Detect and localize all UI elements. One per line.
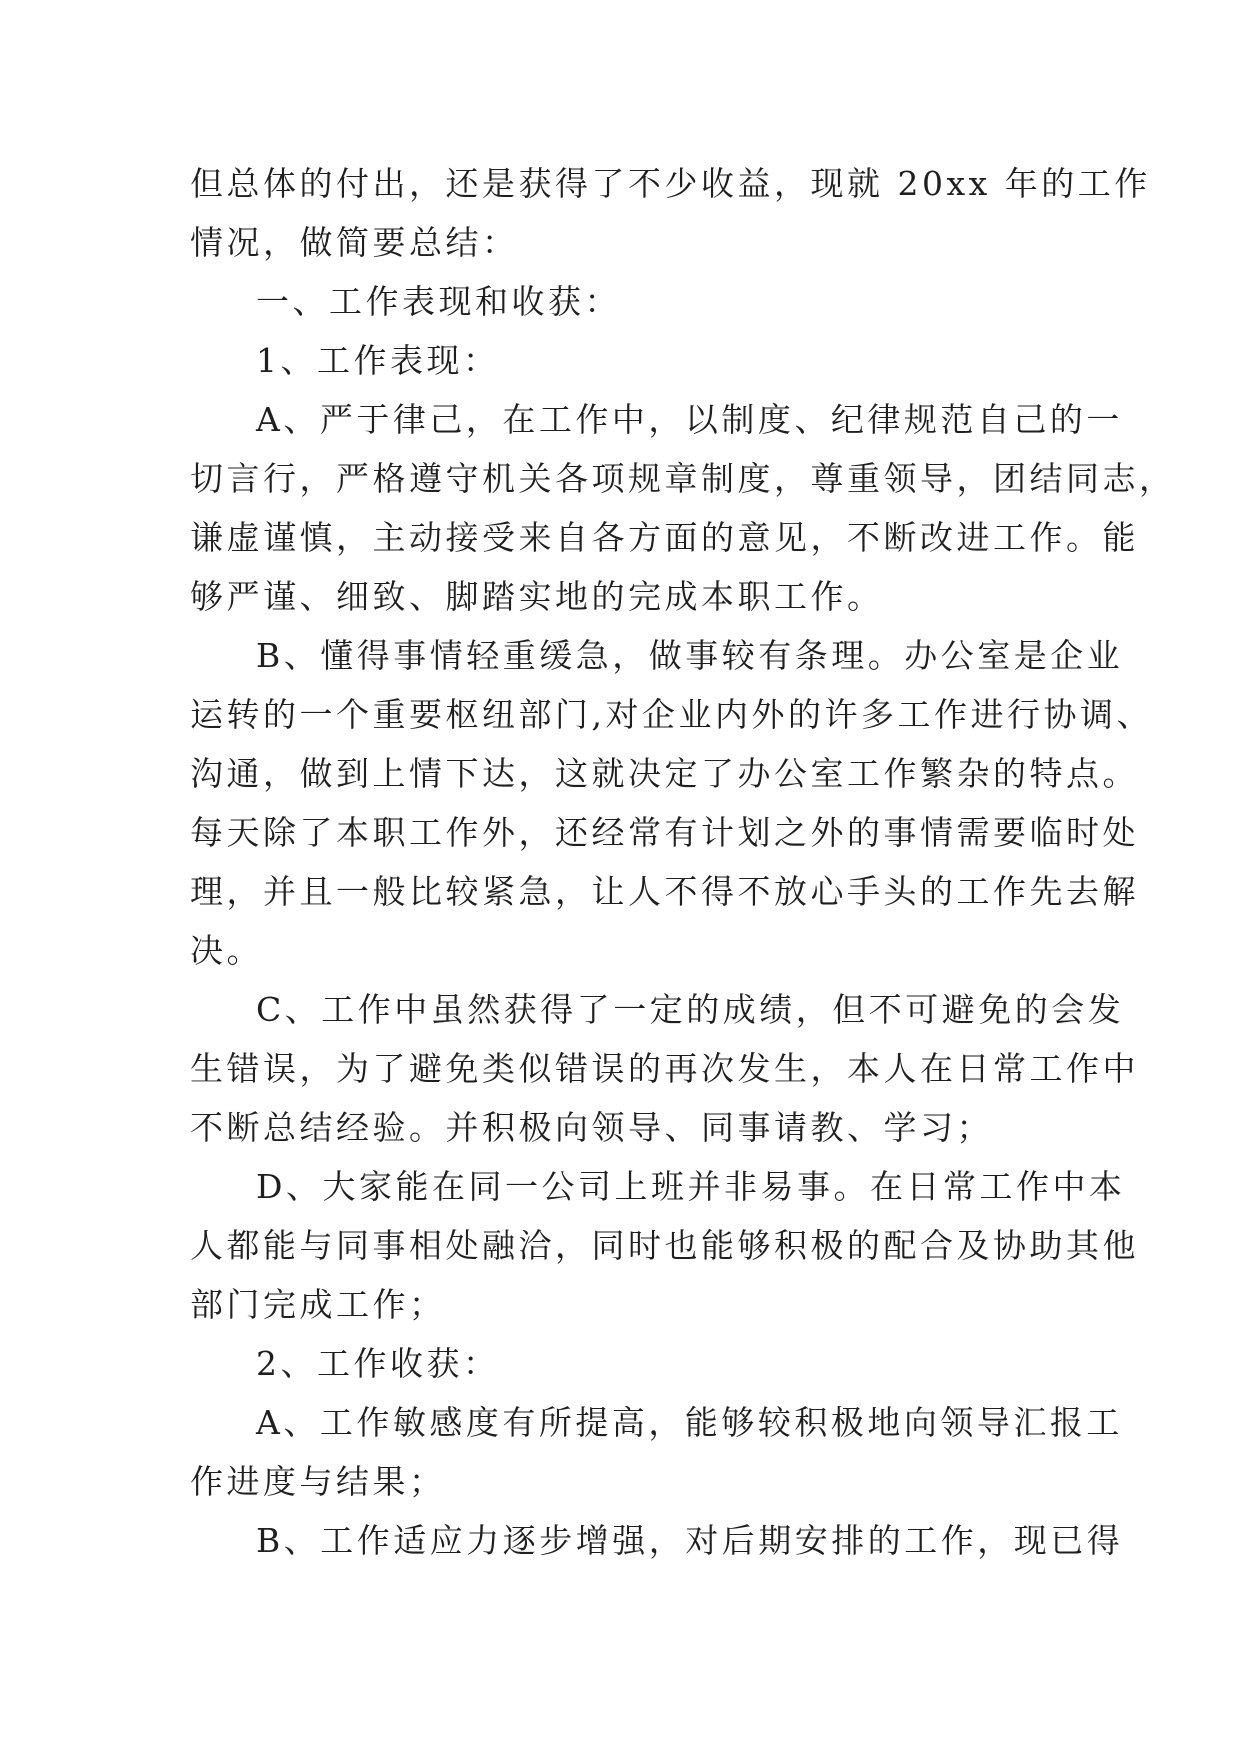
text-line: 谦虚谨慎，主动接受来自各方面的意见，不断改进工作。能 xyxy=(190,518,1139,557)
text-line: 一、工作表现和收获： xyxy=(256,282,621,321)
text-line: 情况，做简要总结： xyxy=(190,223,519,262)
text-line: 切言行，严格遵守机关各项规章制度，尊重领导，团结同志， xyxy=(190,459,1176,498)
document-body xyxy=(190,154,1176,1570)
text-line: 部门完成工作； xyxy=(190,1285,446,1324)
text-line: 决。 xyxy=(190,931,263,970)
text-line: 够严谨、细致、脚踏实地的完成本职工作。 xyxy=(190,577,884,616)
text-line: D、大家能在同一公司上班并非易事。在日常工作中本 xyxy=(256,1167,1126,1206)
paragraph xyxy=(190,154,1151,272)
text-line: 2、工作收获： xyxy=(256,1344,500,1383)
text-line: B、工作适应力逐步增强，对后期安排的工作，现已得 xyxy=(256,1521,1124,1560)
text-line: 沟通，做到上情下达，这就决定了办公室工作繁杂的特点。 xyxy=(190,754,1139,793)
text-line: A、工作敏感度有所提高，能够较积极地向领导汇报工 xyxy=(256,1403,1123,1442)
paragraph xyxy=(190,390,1176,626)
text-line: 每天除了本职工作外，还经常有计划之外的事情需要临时处 xyxy=(190,813,1139,852)
paragraph xyxy=(190,1393,1123,1511)
paragraph xyxy=(190,626,1153,980)
paragraph xyxy=(190,272,1052,331)
text-line: 人都能与同事相处融洽，同时也能够积极的配合及协助其他 xyxy=(190,1226,1139,1265)
text-line: 理，并且一般比较紧急，让人不得不放心手头的工作先去解 xyxy=(190,872,1139,911)
text-line: B、懂得事情轻重缓急，做事较有条理。办公室是企业 xyxy=(256,636,1124,675)
paragraph xyxy=(190,980,1139,1157)
paragraph xyxy=(190,1511,1124,1570)
text-line: C、工作中虽然获得了一定的成绩，但不可避免的会发 xyxy=(256,990,1125,1029)
paragraph xyxy=(190,1334,1052,1393)
text-line: A、严于律己，在工作中，以制度、纪律规范自己的一 xyxy=(256,400,1123,439)
text-line: 不断总结经验。并积极向领导、同事请教、学习； xyxy=(190,1108,993,1147)
text-line: 但总体的付出，还是获得了不少收益，现就 20xx 年的工作 xyxy=(190,164,1151,203)
text-line: 作进度与结果； xyxy=(190,1462,446,1501)
text-line: 生错误，为了避免类似错误的再次发生，本人在日常工作中 xyxy=(190,1049,1139,1088)
paragraph xyxy=(190,331,1052,390)
paragraph xyxy=(190,1157,1139,1334)
text-line: 1、工作表现： xyxy=(256,341,500,380)
text-line: 运转的一个重要枢纽部门,对企业内外的许多工作进行协调、 xyxy=(190,695,1153,734)
